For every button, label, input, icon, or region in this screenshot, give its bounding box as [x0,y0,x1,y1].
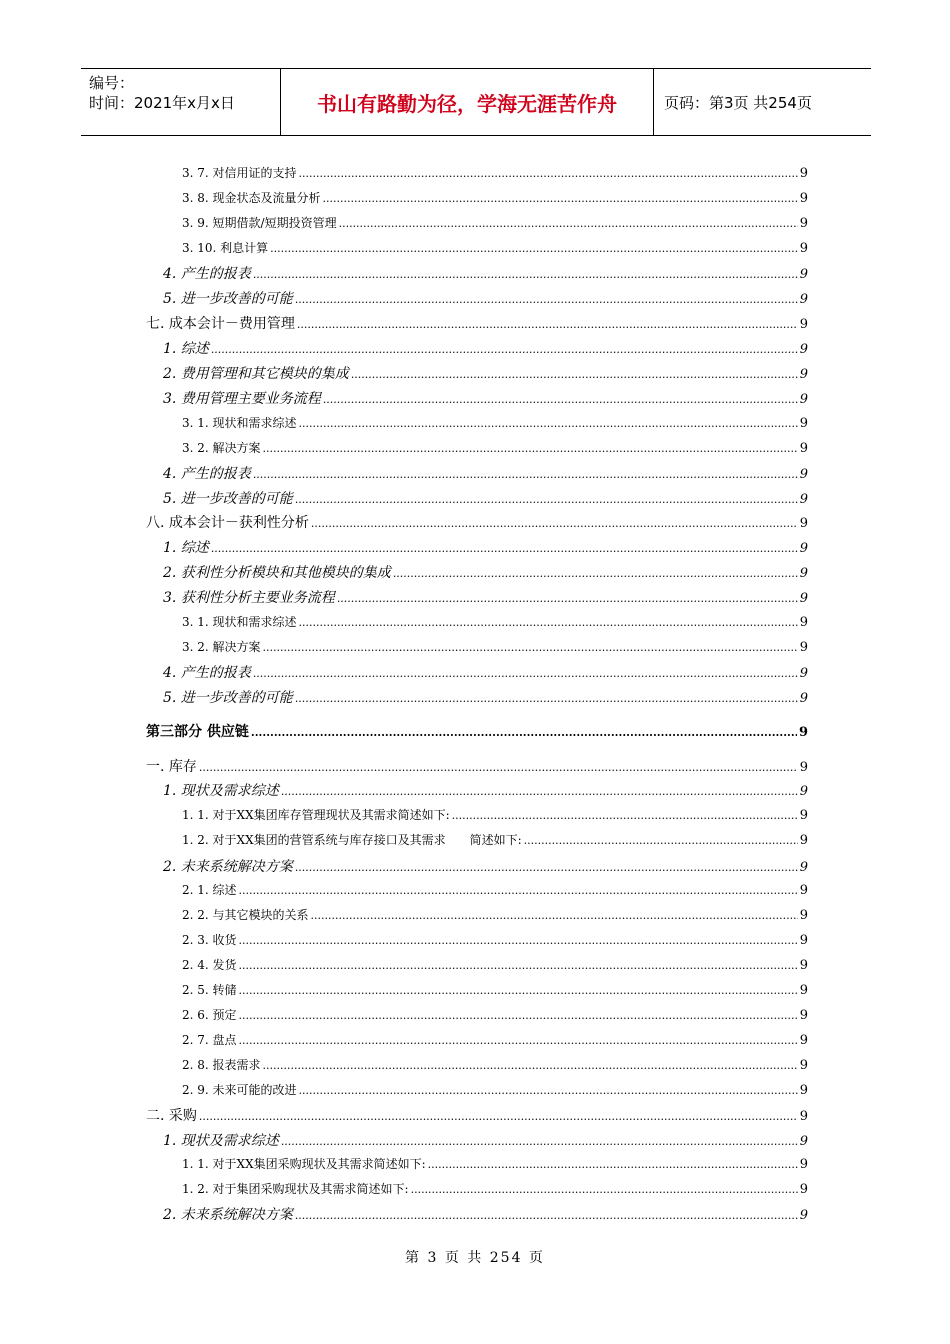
toc-entry-title: 3. 2. 解决方案 [182,640,261,654]
toc-entry[interactable] [163,288,808,308]
toc-entry-title: 3. 1. 现状和需求综述 [182,416,297,430]
toc-entry-title: 1. 1. 对于XX集团采购现状及其需求简述如下: [182,1157,426,1171]
toc-entry-title: 2. 8. 报表需求 [182,1058,261,1072]
toc-leader-dots [253,667,798,680]
header-page-info: 页码：第3页 共254页 [664,93,812,112]
toc-entry-page: 9 [799,492,808,507]
toc-entry-title: 4. 产生的报表 [163,665,251,681]
toc-entry-page: 9 [799,1157,808,1172]
toc-leader-dots [239,884,798,897]
toc-leader-dots [337,592,798,605]
toc-entry[interactable] [163,562,808,582]
toc-leader-dots [299,1084,798,1097]
toc-leader-dots [452,809,798,822]
toc-leader-dots [263,1059,798,1072]
toc-entry[interactable] [163,687,808,707]
toc-leader-dots [297,318,798,331]
toc-entry[interactable] [146,1105,808,1125]
toc-leader-dots [263,442,798,455]
toc-entry[interactable] [163,463,808,483]
toc-leader-dots [323,393,798,406]
toc-entry[interactable] [146,721,808,741]
toc-entry[interactable] [182,806,808,826]
toc-entry-page: 9 [799,958,808,973]
toc-entry-title: 3. 1. 现状和需求综述 [182,615,297,629]
toc-entry-page: 9 [799,516,808,531]
toc-leader-dots [270,242,798,255]
toc-entry-page: 9 [799,1109,808,1124]
toc-entry-page: 9 [799,467,808,482]
toc-leader-dots [199,1110,798,1123]
toc-entry-page: 9 [799,267,808,282]
toc-entry-title: 1. 2. 对于集团采购现状及其需求简述如下: [182,1182,409,1196]
toc-entry-title: 3. 10. 利息计算 [182,241,269,255]
toc-entry-page: 9 [799,416,808,431]
toc-entry-title: 1. 综述 [163,540,209,556]
toc-leader-dots [393,567,798,580]
toc-entry-page: 9 [799,760,808,775]
toc-leader-dots [239,1034,798,1047]
page-header [81,68,871,136]
toc-entry-title: 2. 9. 未来可能的改进 [182,1083,297,1097]
toc-entry[interactable] [182,1180,808,1200]
toc-entry[interactable] [163,388,808,408]
toc-entry-title: 2. 5. 转储 [182,983,237,997]
toc-entry-page: 9 [799,216,808,231]
toc-leader-dots [211,542,798,555]
toc-leader-dots [351,368,798,381]
toc-entry[interactable] [182,214,808,234]
page-footer: 第 3 页 共 254 页 [405,1250,545,1266]
doc-number-label: 编号： [89,74,135,92]
toc-entry-title: 4. 产生的报表 [163,266,251,282]
toc-entry-page: 9 [799,860,808,875]
toc-entry[interactable] [182,439,808,459]
toc-entry[interactable] [182,1031,808,1051]
toc-entry-title: 2. 未来系统解决方案 [163,859,293,875]
toc-leader-dots [251,726,797,739]
toc-entry[interactable] [182,1081,808,1101]
toc-entry-title: 3. 费用管理主要业务流程 [163,391,321,407]
toc-leader-dots [239,1009,798,1022]
toc-entry-page: 9 [799,808,808,823]
toc-entry-page: 9 [799,1182,808,1197]
toc-entry[interactable] [182,1056,808,1076]
toc-entry[interactable] [182,239,808,259]
toc-entry-title: 3. 2. 解决方案 [182,441,261,455]
toc-leader-dots [239,959,798,972]
toc-leader-dots [524,834,798,847]
toc-entry[interactable] [182,638,808,658]
toc-entry-page: 9 [799,191,808,206]
toc-leader-dots [311,909,798,922]
toc-leader-dots [281,785,798,798]
toc-entry[interactable] [163,263,808,283]
toc-entry-title: 1. 现状及需求综述 [163,1133,279,1149]
toc-entry-title: 2. 2. 与其它模块的关系 [182,908,309,922]
toc-entry[interactable] [163,662,808,682]
toc-leader-dots [239,934,798,947]
toc-leader-dots [281,1135,798,1148]
toc-leader-dots [311,517,798,530]
toc-leader-dots [295,861,798,874]
toc-entry-page: 9 [799,541,808,556]
toc-entry-title: 一. 库存 [146,759,197,775]
toc-entry[interactable] [163,587,808,607]
toc-entry-page: 9 [799,1058,808,1073]
toc-entry-page: 9 [799,983,808,998]
toc-entry-title: 1. 综述 [163,341,209,357]
toc-entry-title: 3. 8. 现金状态及流量分析 [182,191,321,205]
toc-entry-title: 二. 采购 [146,1108,197,1124]
toc-leader-dots [411,1183,798,1196]
toc-entry-page: 9 [798,725,808,740]
toc-entry-page: 9 [799,908,808,923]
toc-entry-title: 七. 成本会计－费用管理 [146,316,295,332]
toc-entry-title: 八. 成本会计－获利性分析 [146,515,309,531]
toc-entry-title: 5. 进一步改善的可能 [163,690,293,706]
toc-entry-page: 9 [799,1134,808,1149]
toc-leader-dots [299,417,798,430]
toc-entry-title: 1. 2. 对于XX集团的营管系统与库存接口及其需求 简述如下: [182,833,522,847]
toc-entry[interactable] [182,931,808,951]
toc-entry-page: 9 [799,691,808,706]
toc-entry-page: 9 [799,666,808,681]
toc-entry-title: 2. 未来系统解决方案 [163,1207,293,1223]
toc-leader-dots [295,1209,798,1222]
toc-entry-title: 1. 1. 对于XX集团库存管理现状及其需求简述如下: [182,808,450,822]
toc-entry-page: 9 [799,367,808,382]
toc-leader-dots [323,192,798,205]
toc-entry-title: 3. 7. 对信用证的支持 [182,166,297,180]
toc-leader-dots [295,493,798,506]
toc-entry-title: 3. 获利性分析主要业务流程 [163,590,335,606]
toc-entry-page: 9 [799,615,808,630]
toc-entry[interactable] [163,780,808,800]
toc-entry-title: 5. 进一步改善的可能 [163,491,293,507]
toc-entry-page: 9 [799,1033,808,1048]
toc-entry-title: 2. 1. 综述 [182,883,237,897]
toc-entry-title: 4. 产生的报表 [163,466,251,482]
toc-entry-title: 2. 4. 发货 [182,958,237,972]
toc-leader-dots [253,268,798,281]
toc-entry[interactable] [182,613,808,633]
toc-entry-title: 2. 7. 盘点 [182,1033,237,1047]
toc-entry[interactable] [182,906,808,926]
toc-entry-title: 2. 费用管理和其它模块的集成 [163,366,349,382]
toc-leader-dots [428,1158,798,1171]
toc-entry-title: 3. 9. 短期借款/短期投资管理 [182,216,337,230]
toc-leader-dots [299,167,798,180]
toc-leader-dots [211,343,798,356]
toc-entry-page: 9 [799,1208,808,1223]
toc-entry[interactable] [163,856,808,876]
toc-entry-page: 9 [799,1008,808,1023]
toc-entry[interactable] [182,1006,808,1026]
toc-entry-title: 2. 6. 预定 [182,1008,237,1022]
toc-entry[interactable] [163,537,808,557]
doc-time: 时间：2021年x月x日 [89,94,235,112]
toc-entry-page: 9 [799,392,808,407]
toc-entry-page: 9 [799,342,808,357]
toc-leader-dots [239,984,798,997]
toc-entry-page: 9 [799,883,808,898]
toc-entry-page: 9 [799,166,808,181]
toc-entry-page: 9 [799,933,808,948]
toc-entry[interactable] [163,1204,808,1224]
toc-entry-page: 9 [799,833,808,848]
toc-entry[interactable] [182,981,808,1001]
toc-entry[interactable] [163,338,808,358]
toc-entry[interactable] [182,881,808,901]
toc-entry[interactable] [182,189,808,209]
toc-leader-dots [253,468,798,481]
toc-entry-page: 9 [799,1083,808,1098]
toc-entry[interactable] [182,1155,808,1175]
toc-entry[interactable] [182,831,808,851]
toc-entry-page: 9 [799,566,808,581]
toc-entry[interactable] [146,756,808,776]
toc-entry-page: 9 [799,640,808,655]
header-meta [81,69,281,135]
toc-leader-dots [295,692,798,705]
toc-leader-dots [263,641,798,654]
toc-entry[interactable] [163,488,808,508]
toc-leader-dots [199,761,798,774]
toc-leader-dots [299,616,798,629]
toc-entry[interactable] [146,512,808,532]
toc-entry-page: 9 [799,784,808,799]
toc-entry-title: 第三部分 供应链 [146,724,249,740]
toc-entry-page: 9 [799,292,808,307]
toc-entry-page: 9 [799,441,808,456]
toc-entry-title: 2. 获利性分析模块和其他模块的集成 [163,565,391,581]
toc-entry-page: 9 [799,591,808,606]
toc-entry[interactable] [182,956,808,976]
toc-leader-dots [339,217,798,230]
toc-leader-dots [295,293,798,306]
toc-entry-title: 5. 进一步改善的可能 [163,291,293,307]
toc-entry[interactable] [182,414,808,434]
toc-entry[interactable] [146,313,808,333]
toc-entry-title: 2. 3. 收货 [182,933,237,947]
toc-entry-page: 9 [799,317,808,332]
header-motto: 书山有路勤为径，学海无涯苦作舟 [281,69,654,135]
toc-entry-title: 1. 现状及需求综述 [163,783,279,799]
toc-entry[interactable] [163,363,808,383]
toc-entry[interactable] [163,1130,808,1150]
toc-entry[interactable] [182,164,808,184]
toc-entry-page: 9 [799,241,808,256]
